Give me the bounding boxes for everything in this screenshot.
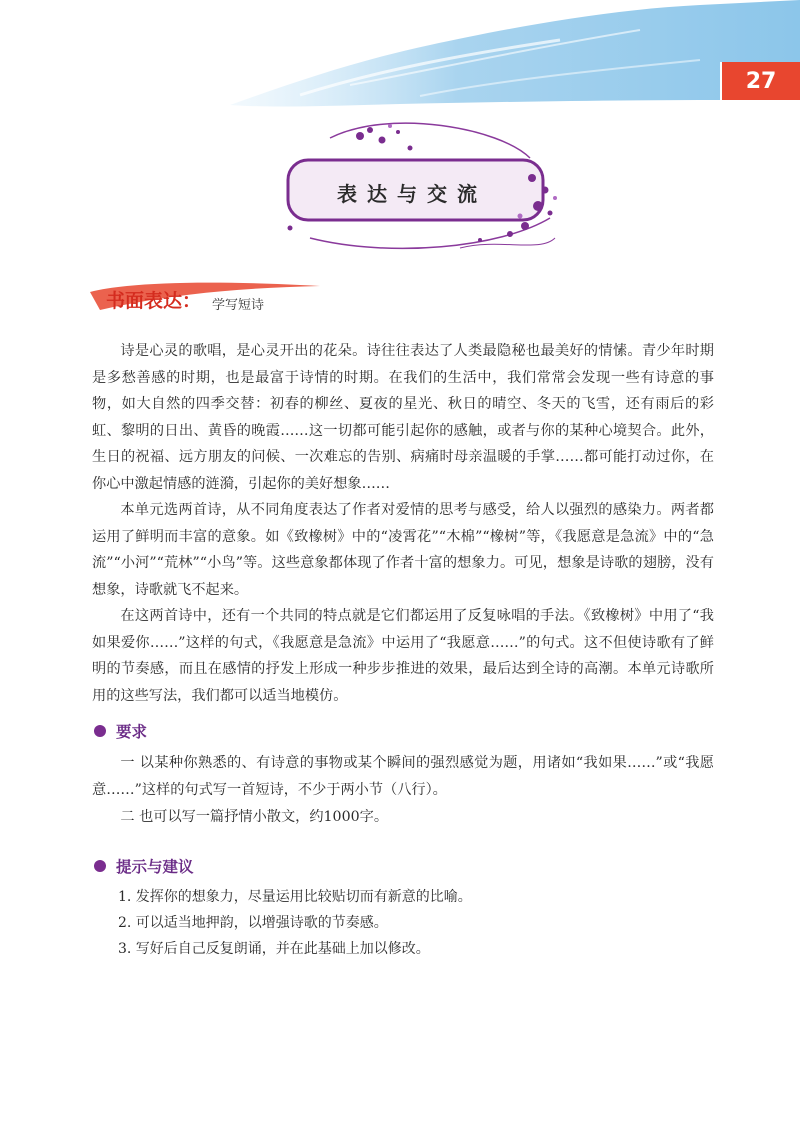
tips-heading-label: 提示与建议 (116, 858, 194, 876)
section-title: 书面表达： (106, 290, 202, 312)
requirements-list (92, 750, 714, 831)
body-paragraph: 在这两首诗中，还有一个共同的特点就是它们都运用了反复咏唱的手法。《致橡树》中用了“我如果爱你……”这样的句式，《我愿意是急流》中运用了“我愿意……”的句式。这不但使诗歌有了鲜明的节奏感，而且在感情的抒发上形成一种步步推进的效果，最后达到全诗的高潮。本单元诗歌所用的这些写法，我们都可以适当地模仿。 (92, 608, 714, 704)
bullet-dot-icon (94, 725, 106, 737)
tips-list (118, 884, 718, 962)
section-subtitle: 学写短诗 (212, 298, 265, 313)
requirements-heading (94, 720, 147, 742)
body-text (92, 338, 714, 709)
sky-brush-decoration (0, 0, 800, 120)
requirement-item: 二 也可以写一篇抒情小散文，约1000字。 (120, 809, 389, 825)
tip-item: 3. 写好后自己反复朗诵，并在此基础上加以修改。 (118, 941, 430, 957)
requirement-item: 一 以某种你熟悉的、有诗意的事物或某个瞬间的强烈感觉为题，用诸如“我如果……”或“我愿意……”这样的句式写一首短诗，不少于两小节（八行）。 (92, 755, 714, 798)
banner-title: 表达与交流 (337, 182, 487, 206)
section-header (90, 280, 340, 320)
page-number: 27 (722, 62, 800, 100)
body-paragraph: 本单元选两首诗，从不同角度表达了作者对爱情的思考与感受，给人以强烈的感染力。两者都运用了鲜明而丰富的意象。如《致橡树》中的“凌霄花”“木棉”“橡树”等，《我愿意是急流》中的“急流”“小河”“荒林”“小鸟”等。这些意象都体现了作者十富的想象力。可见，想象是诗歌的翅膀，没有想象，诗歌就飞不起来。 (92, 502, 714, 598)
tips-heading (94, 855, 194, 877)
requirements-heading-label: 要求 (116, 723, 148, 741)
bullet-dot-icon (94, 860, 106, 872)
body-paragraph: 诗是心灵的歌唱，是心灵开出的花朵。诗往往表达了人类最隐秘也最美好的情愫。青少年时期是多愁善感的时期，也是最富于诗情的时期。在我们的生活中，我们常常会发现一些有诗意的事物，如大自然的四季交替：初春的柳丝、夏夜的星光、秋日的晴空、冬天的飞雪，还有雨后的彩虹、黎明的日出、黄昏的晚霞……这一切都可能引起你的感触，或者与你的某种心境契合。此外，生日的祝福、远方朋友的问候、一次难忘的告别、病痛时母亲温暖的手掌……都可能打动过你，在你心中激起情感的涟漪，引起你的美好想象…… (92, 343, 714, 492)
tip-item: 2. 可以适当地押韵，以增强诗歌的节奏感。 (118, 915, 388, 931)
tip-item: 1. 发挥你的想象力，尽量运用比较贴切而有新意的比喻。 (118, 889, 472, 905)
